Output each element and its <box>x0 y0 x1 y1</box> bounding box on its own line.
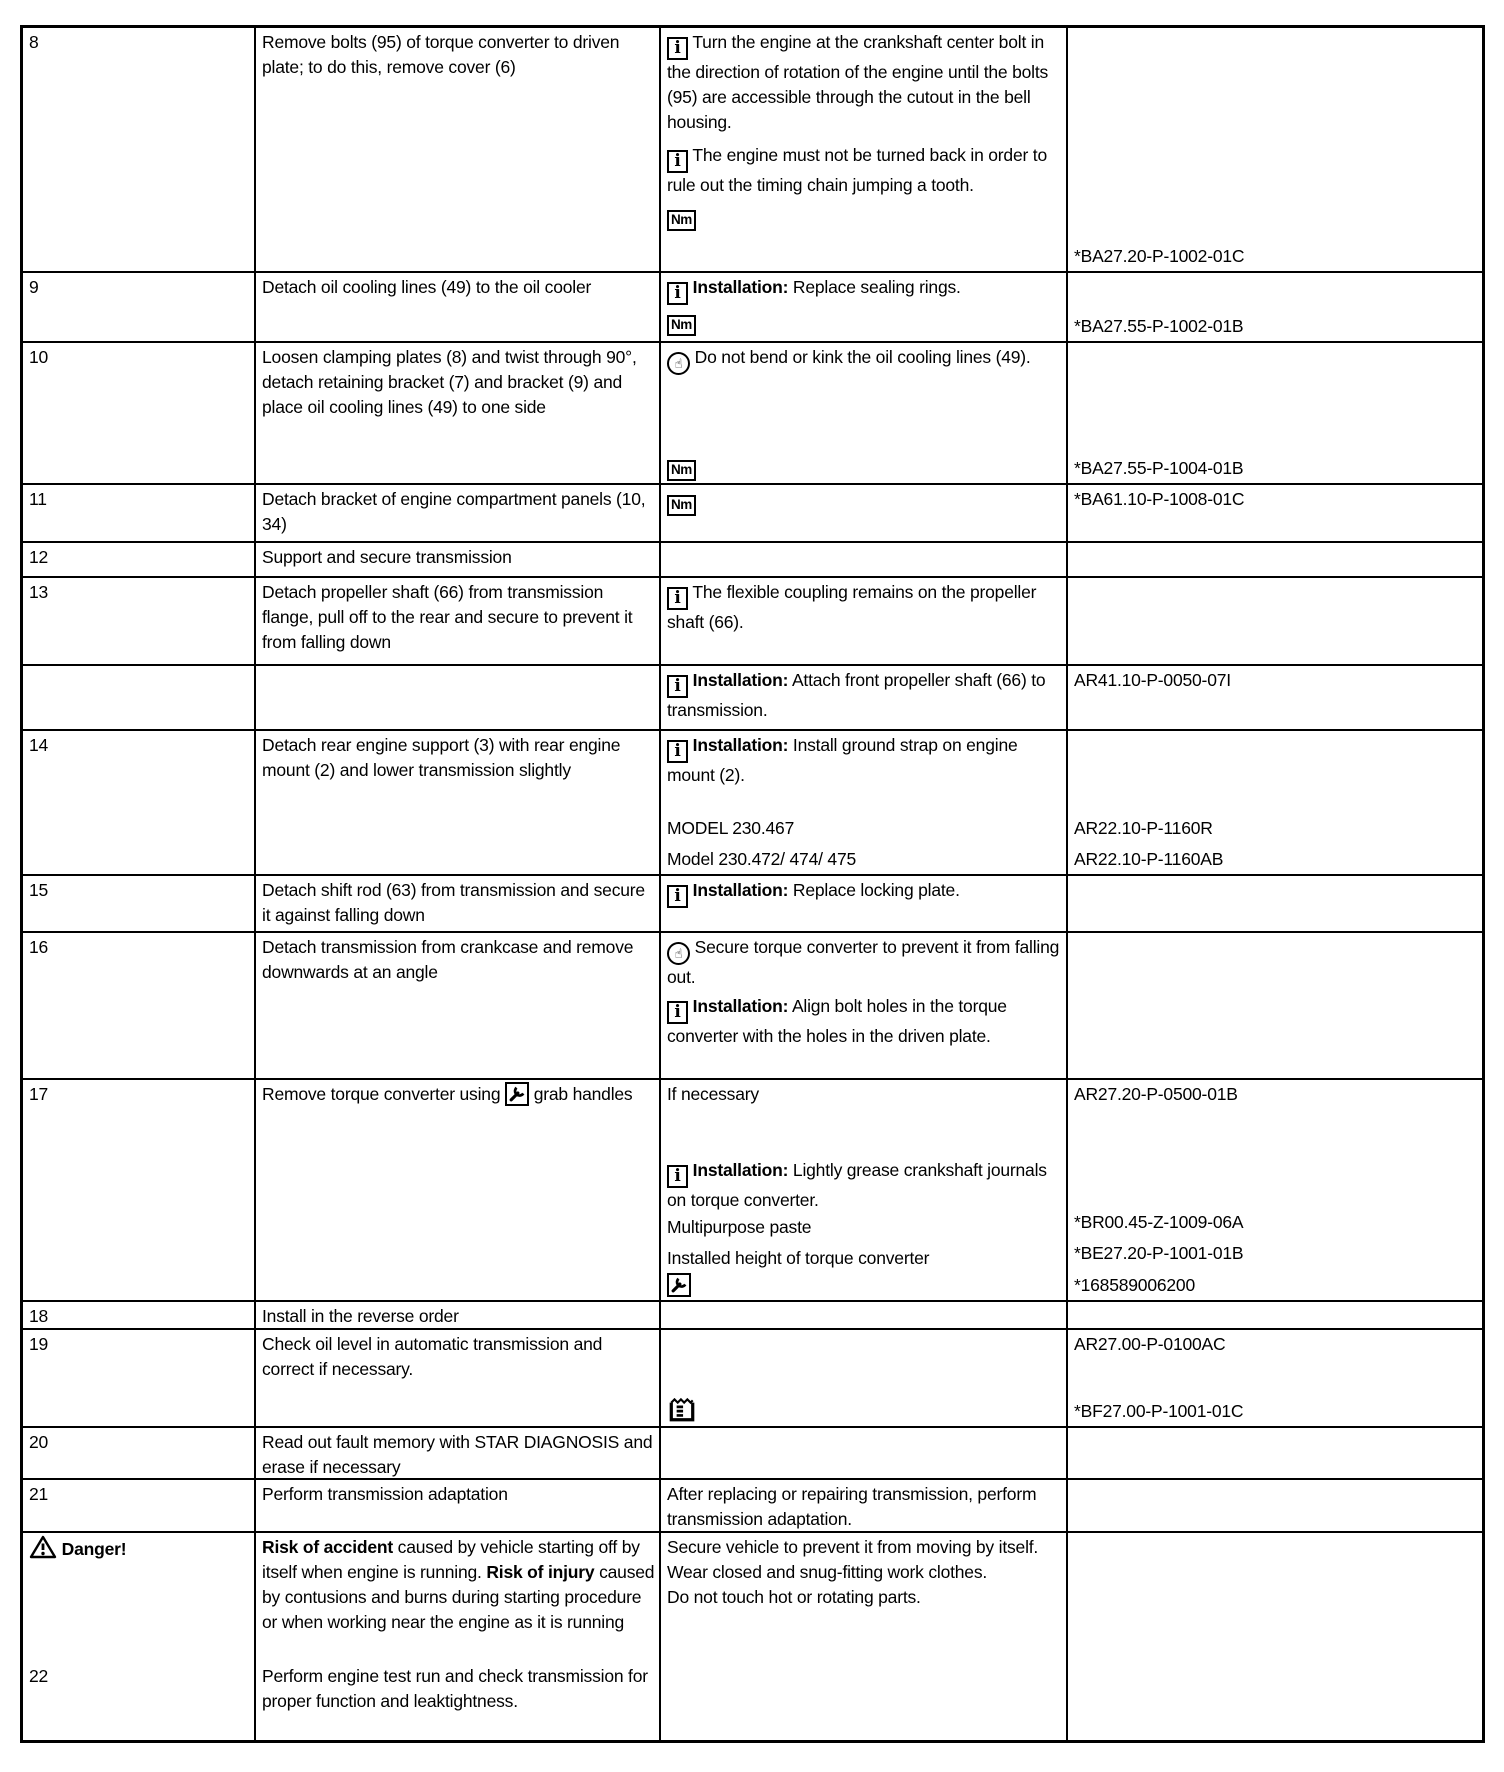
description-cell <box>256 1302 661 1330</box>
step-number: 16 <box>29 937 49 957</box>
description-cell <box>256 343 661 485</box>
description-text: Risk of accident caused by vehicle starting off by itself when engine is running. Risk of injury caused by contusions and burns during starting procedure or when working near the engine as it is running <box>262 1537 655 1632</box>
description-text: Perform transmission adaptation <box>262 1484 508 1504</box>
reference-code: AR22.10-P-1160AB <box>1074 849 1224 869</box>
step-number: 9 <box>29 277 39 297</box>
reference-code: *BF27.00-P-1001-01C <box>1074 1401 1244 1421</box>
info-icon: i <box>667 282 688 305</box>
reference-code: *BE27.20-P-1001-01B <box>1074 1243 1244 1263</box>
note-text: i Installation: Lightly grease crankshaft journals on torque converter. <box>667 1160 1047 1210</box>
note-text: i Installation: Replace sealing rings. <box>667 275 1062 305</box>
step-number: 12 <box>29 547 49 567</box>
reference-code: *BA27.55-P-1004-01B <box>1074 458 1244 478</box>
reference-code: *BA27.20-P-1002-01C <box>1074 246 1245 266</box>
procedure-table <box>20 25 1485 1743</box>
description-cell <box>256 1330 661 1428</box>
notes-cell <box>661 343 1068 485</box>
reference-cell <box>1068 343 1482 485</box>
description-text: Remove torque converter using grab handles <box>262 1084 633 1104</box>
bold-text-segment: Risk of accident <box>262 1537 394 1557</box>
reference-cell <box>1068 1428 1482 1480</box>
step-number: 14 <box>29 735 49 755</box>
notes-cell <box>661 1080 1068 1302</box>
warning-triangle-icon <box>29 1535 57 1559</box>
reference-cell <box>1068 543 1482 578</box>
note-text: i Installation: Install ground strap on engine mount (2). <box>667 735 1018 785</box>
step-number: 8 <box>29 32 39 52</box>
step-cell <box>23 273 256 343</box>
step-cell <box>23 485 256 543</box>
note-text: Do not touch hot or rotating parts. <box>667 1587 921 1607</box>
description-cell <box>256 578 661 666</box>
reference-code: AR22.10-P-1160R <box>1074 818 1213 838</box>
bold-text-segment: Installation: <box>688 670 789 690</box>
step-number: 19 <box>29 1334 49 1354</box>
description-cell <box>256 933 661 1080</box>
reference-code: AR41.10-P-0050-07I <box>1074 670 1231 690</box>
description-text: Loosen clamping plates (8) and twist through 90°, detach retaining bracket (7) and bracket (9) and place oil cooling lines (49) to one side <box>262 347 637 417</box>
reference-code: *168589006200 <box>1074 1275 1196 1295</box>
special-tool-icon <box>505 1082 529 1106</box>
step-cell <box>23 1080 256 1302</box>
description-cell <box>256 876 661 933</box>
step-cell <box>23 1480 256 1533</box>
step-cell <box>23 1428 256 1480</box>
description-text: Detach propeller shaft (66) from transmission flange, pull off to the rear and secure to prevent it from falling down <box>262 582 633 652</box>
pointing-hand-icon: ☝ <box>667 942 690 965</box>
step-cell <box>23 543 256 578</box>
step-cell <box>23 578 256 666</box>
note-text <box>667 487 1062 516</box>
reference-cell <box>1068 28 1482 273</box>
nm-torque-icon: Nm <box>667 495 696 516</box>
description-text: Remove bolts (95) of torque converter to driven plate; to do this, remove cover (6) <box>262 32 620 77</box>
note-text: i Turn the engine at the crankshaft center bolt in the direction of rotation of the engine until the bolts (95) are accessible through the cutout in the bell housing. <box>667 32 1049 132</box>
notes-cell <box>661 1428 1068 1480</box>
notes-cell <box>661 933 1068 1080</box>
reference-cell <box>1068 666 1482 731</box>
reference-cell <box>1068 485 1482 543</box>
description-cell <box>256 273 661 343</box>
description-cell <box>256 1533 661 1740</box>
step-cell <box>23 933 256 1080</box>
step-number: 15 <box>29 880 49 900</box>
note-text: Secure vehicle to prevent it from moving by itself. <box>667 1537 1039 1557</box>
reference-cell <box>1068 1480 1482 1533</box>
note-text: If necessary <box>667 1084 759 1104</box>
step-number: 11 <box>29 489 47 509</box>
note-text: ☝ Do not bend or kink the oil cooling lines (49). <box>667 345 1062 375</box>
notes-cell <box>661 1533 1068 1740</box>
notes-cell <box>661 876 1068 933</box>
bold-text-segment: Danger! <box>57 1539 127 1559</box>
description-cell <box>256 666 661 731</box>
note-text <box>667 452 1062 481</box>
reference-cell <box>1068 933 1482 1080</box>
step-number: 22 <box>29 1666 49 1686</box>
reference-code: *BR00.45-Z-1009-06A <box>1074 1212 1244 1232</box>
reference-cell <box>1068 731 1482 876</box>
info-icon: i <box>667 675 688 698</box>
description-text: Detach transmission from crankcase and remove downwards at an angle <box>262 937 634 982</box>
note-text: Wear closed and snug-fitting work clothes. <box>667 1562 988 1582</box>
step-cell <box>23 1302 256 1330</box>
bold-text-segment: Installation: <box>688 735 789 755</box>
reference-code: *BA61.10-P-1008-01C <box>1074 489 1245 509</box>
description-text: Install in the reverse order <box>262 1306 459 1326</box>
pointing-hand-icon: ☝ <box>667 352 690 375</box>
step-number: 18 <box>29 1306 49 1326</box>
info-icon: i <box>667 740 688 763</box>
reference-code: AR27.00-P-0100AC <box>1074 1334 1226 1354</box>
notes-cell <box>661 28 1068 273</box>
info-icon: i <box>667 1001 688 1024</box>
bold-text-segment: Installation: <box>688 1160 789 1180</box>
step-number: 10 <box>29 347 49 367</box>
step-number: 13 <box>29 582 49 602</box>
note-text: ☝ Secure torque converter to prevent it from falling out. <box>667 937 1060 987</box>
reference-cell <box>1068 1330 1482 1428</box>
step-cell <box>23 343 256 485</box>
note-text: MODEL 230.467 <box>667 818 795 838</box>
description-text: Check oil level in automatic transmission and correct if necessary. <box>262 1334 603 1379</box>
info-icon: i <box>667 1165 688 1188</box>
note-text: i Installation: Replace locking plate. <box>667 878 1062 908</box>
step-number: 20 <box>29 1432 49 1452</box>
reference-cell <box>1068 876 1482 933</box>
description-text: Detach rear engine support (3) with rear engine mount (2) and lower transmission slightly <box>262 735 621 780</box>
notes-cell <box>661 543 1068 578</box>
step-cell <box>23 1533 256 1740</box>
description-cell <box>256 485 661 543</box>
description-text: Detach shift rod (63) from transmission and secure it against falling down <box>262 880 645 925</box>
notes-cell <box>661 1330 1068 1428</box>
description-text: Detach oil cooling lines (49) to the oil cooler <box>262 277 592 297</box>
step-cell <box>23 666 256 731</box>
note-text: Multipurpose paste <box>667 1217 812 1237</box>
info-icon: i <box>667 37 688 60</box>
notes-cell <box>661 1302 1068 1330</box>
reference-cell <box>1068 1533 1482 1740</box>
reference-cell <box>1068 578 1482 666</box>
special-tool-icon <box>667 1273 691 1297</box>
description-cell <box>256 28 661 273</box>
note-text <box>667 307 1062 336</box>
note-text: i Installation: Align bolt holes in the torque converter with the holes in the driven plate. <box>667 996 1007 1046</box>
bold-text-segment: Installation: <box>688 996 789 1016</box>
notes-cell <box>661 1480 1068 1533</box>
note-text <box>667 202 1062 231</box>
bold-text-segment: Risk of injury <box>486 1562 595 1582</box>
note-text: Installed height of torque converter <box>667 1248 930 1268</box>
note-text: i Installation: Attach front propeller shaft (66) to transmission. <box>667 670 1046 720</box>
step-cell <box>23 731 256 876</box>
note-text: i The engine must not be turned back in order to rule out the timing chain jumping a tooth. <box>667 145 1047 195</box>
reference-cell <box>1068 273 1482 343</box>
step-cell <box>23 1330 256 1428</box>
notes-cell <box>661 485 1068 543</box>
notes-cell <box>661 273 1068 343</box>
step-number: 17 <box>29 1084 49 1104</box>
info-icon: i <box>667 885 688 908</box>
description-text: Read out fault memory with STAR DIAGNOSIS and erase if necessary <box>262 1432 653 1477</box>
description-text: Perform engine test run and check transmission for proper function and leaktightness. <box>262 1666 648 1711</box>
note-text: i The flexible coupling remains on the propeller shaft (66). <box>667 582 1037 632</box>
step-cell <box>23 876 256 933</box>
description-cell <box>256 1428 661 1480</box>
description-cell <box>256 731 661 876</box>
nm-torque-icon: Nm <box>667 460 696 481</box>
bold-text-segment: Installation: <box>688 277 789 297</box>
description-cell <box>256 1080 661 1302</box>
step-cell <box>23 28 256 273</box>
note-text <box>667 1394 1062 1424</box>
notes-cell <box>661 666 1068 731</box>
bold-text-segment: Installation: <box>688 880 789 900</box>
notes-cell <box>661 578 1068 666</box>
nm-torque-icon: Nm <box>667 315 696 336</box>
description-cell <box>256 1480 661 1533</box>
description-text: Support and secure transmission <box>262 547 512 567</box>
nm-torque-icon: Nm <box>667 210 696 231</box>
note-text: After replacing or repairing transmission, perform transmission adaptation. <box>667 1484 1037 1529</box>
info-icon: i <box>667 587 688 610</box>
fluid-container-icon <box>667 1394 697 1424</box>
reference-cell <box>1068 1302 1482 1330</box>
step-number: 21 <box>29 1484 49 1504</box>
reference-code: *BA27.55-P-1002-01B <box>1074 316 1244 336</box>
description-text: Detach bracket of engine compartment panels (10, 34) <box>262 489 646 534</box>
note-text: Model 230.472/ 474/ 475 <box>667 849 857 869</box>
description-cell <box>256 543 661 578</box>
step-number <box>29 1535 250 1660</box>
note-text <box>667 1273 1062 1298</box>
notes-cell <box>661 731 1068 876</box>
reference-code: AR27.20-P-0500-01B <box>1074 1084 1238 1104</box>
reference-cell <box>1068 1080 1482 1302</box>
info-icon: i <box>667 150 688 173</box>
